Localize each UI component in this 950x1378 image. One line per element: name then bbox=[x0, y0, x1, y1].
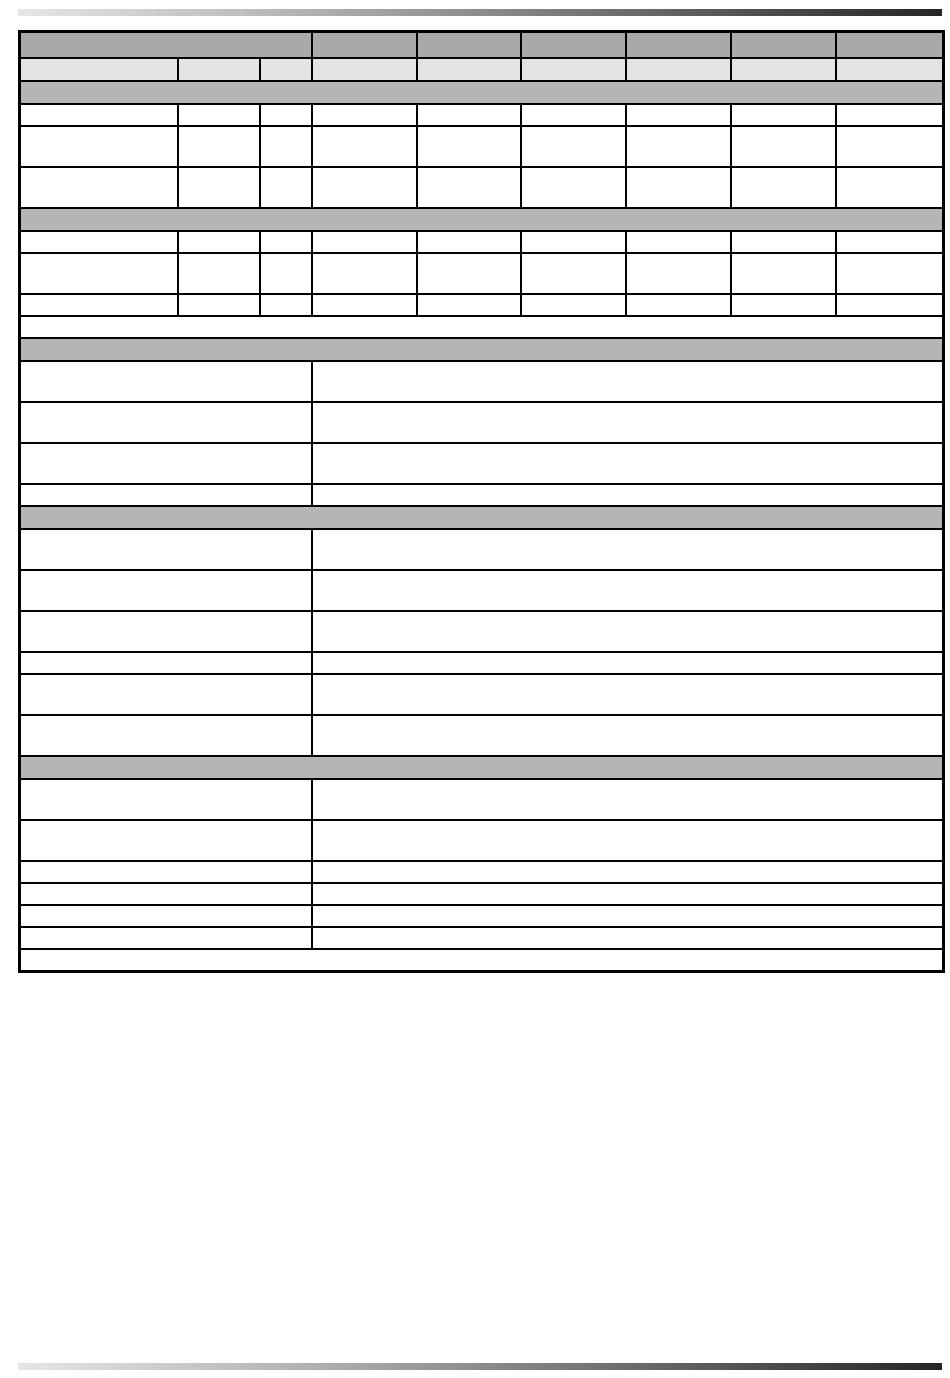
table-cell bbox=[417, 104, 521, 126]
table-cell bbox=[626, 126, 731, 167]
table-cell bbox=[836, 294, 944, 316]
table-cell bbox=[312, 231, 417, 253]
header-cell bbox=[417, 32, 521, 59]
bottom-gradient-bar bbox=[18, 1363, 942, 1370]
table-cell bbox=[626, 167, 731, 208]
table-row bbox=[20, 126, 944, 167]
table-cell bbox=[417, 253, 521, 294]
table-cell bbox=[312, 104, 417, 126]
table-cell bbox=[521, 167, 626, 208]
section-title-row bbox=[20, 756, 944, 779]
spec-value bbox=[312, 402, 944, 443]
table-cell bbox=[178, 167, 260, 208]
table-cell bbox=[731, 294, 836, 316]
section-title-row bbox=[20, 81, 944, 104]
spec-value bbox=[312, 820, 944, 861]
spec-row bbox=[20, 779, 944, 820]
spec-label bbox=[20, 715, 312, 756]
table-cell bbox=[626, 104, 731, 126]
section-title bbox=[20, 756, 944, 779]
spec-label bbox=[20, 883, 312, 905]
table-cell bbox=[20, 104, 178, 126]
spec-label bbox=[20, 570, 312, 611]
header-cell bbox=[626, 32, 731, 59]
table-cell bbox=[521, 104, 626, 126]
header-cell bbox=[521, 32, 626, 59]
table-cell bbox=[731, 253, 836, 294]
spec-row bbox=[20, 820, 944, 861]
table-row bbox=[20, 294, 944, 316]
spec-label bbox=[20, 402, 312, 443]
spec-row bbox=[20, 715, 944, 756]
table-cell bbox=[312, 253, 417, 294]
table-cell bbox=[20, 294, 178, 316]
table-cell bbox=[836, 231, 944, 253]
subheader-row bbox=[20, 58, 944, 81]
subheader-cell bbox=[20, 58, 178, 81]
table-cell bbox=[312, 126, 417, 167]
table-cell bbox=[20, 231, 178, 253]
spec-row bbox=[20, 529, 944, 570]
section-title-row bbox=[20, 208, 944, 231]
spec-value bbox=[312, 927, 944, 949]
spec-row bbox=[20, 883, 944, 905]
section-title-row bbox=[20, 338, 944, 361]
subheader-cell bbox=[836, 58, 944, 81]
header-cell bbox=[20, 32, 312, 59]
table-cell bbox=[836, 104, 944, 126]
subheader-cell bbox=[417, 58, 521, 81]
subheader-cell bbox=[312, 58, 417, 81]
subheader-cell bbox=[731, 58, 836, 81]
spec-label bbox=[20, 674, 312, 715]
subheader-cell bbox=[521, 58, 626, 81]
table-cell bbox=[312, 167, 417, 208]
spec-row bbox=[20, 905, 944, 927]
table-cell bbox=[260, 167, 312, 208]
note-row bbox=[20, 316, 944, 338]
spec-label bbox=[20, 443, 312, 484]
table-cell bbox=[178, 104, 260, 126]
table-cell bbox=[836, 253, 944, 294]
note-row bbox=[20, 949, 944, 972]
subheader-cell bbox=[626, 58, 731, 81]
table-cell bbox=[836, 126, 944, 167]
spec-label bbox=[20, 779, 312, 820]
section-title bbox=[20, 506, 944, 529]
section-title bbox=[20, 81, 944, 104]
spec-row bbox=[20, 652, 944, 674]
note-cell bbox=[20, 949, 944, 972]
header-row bbox=[20, 32, 944, 59]
note-cell bbox=[20, 316, 944, 338]
spec-table bbox=[18, 30, 945, 973]
spec-label bbox=[20, 861, 312, 883]
table-cell bbox=[417, 167, 521, 208]
spec-value bbox=[312, 484, 944, 506]
spec-label bbox=[20, 611, 312, 652]
spec-row bbox=[20, 484, 944, 506]
table-cell bbox=[521, 231, 626, 253]
table-cell bbox=[178, 126, 260, 167]
table-cell bbox=[312, 294, 417, 316]
table-cell bbox=[417, 126, 521, 167]
spec-row bbox=[20, 611, 944, 652]
spec-row bbox=[20, 402, 944, 443]
header-cell bbox=[312, 32, 417, 59]
table-row bbox=[20, 231, 944, 253]
spec-value bbox=[312, 570, 944, 611]
spec-value bbox=[312, 905, 944, 927]
table-cell bbox=[260, 294, 312, 316]
spec-label bbox=[20, 820, 312, 861]
spec-row bbox=[20, 570, 944, 611]
table-cell bbox=[626, 231, 731, 253]
table-row bbox=[20, 167, 944, 208]
table-cell bbox=[260, 126, 312, 167]
spec-value bbox=[312, 779, 944, 820]
header-cell bbox=[836, 32, 944, 59]
spec-value bbox=[312, 611, 944, 652]
spec-value bbox=[312, 715, 944, 756]
table-cell bbox=[626, 253, 731, 294]
spec-label bbox=[20, 484, 312, 506]
spec-value bbox=[312, 674, 944, 715]
table-cell bbox=[178, 253, 260, 294]
spec-value bbox=[312, 652, 944, 674]
table-cell bbox=[731, 167, 836, 208]
table-cell bbox=[521, 253, 626, 294]
spec-row bbox=[20, 361, 944, 402]
table-row bbox=[20, 104, 944, 126]
table-cell bbox=[836, 167, 944, 208]
spec-row bbox=[20, 861, 944, 883]
table-cell bbox=[260, 253, 312, 294]
spec-row bbox=[20, 443, 944, 484]
section-title bbox=[20, 208, 944, 231]
top-gradient-bar bbox=[18, 9, 942, 16]
table-cell bbox=[260, 231, 312, 253]
spec-value bbox=[312, 529, 944, 570]
spec-value bbox=[312, 861, 944, 883]
table-cell bbox=[521, 294, 626, 316]
spec-value bbox=[312, 883, 944, 905]
spec-label bbox=[20, 652, 312, 674]
table-cell bbox=[731, 104, 836, 126]
table-cell bbox=[20, 167, 178, 208]
table-cell bbox=[521, 126, 626, 167]
spec-row bbox=[20, 927, 944, 949]
table-cell bbox=[260, 104, 312, 126]
section-title-row bbox=[20, 506, 944, 529]
table-row bbox=[20, 253, 944, 294]
section-title bbox=[20, 338, 944, 361]
table-cell bbox=[626, 294, 731, 316]
table-cell bbox=[731, 126, 836, 167]
subheader-cell bbox=[178, 58, 260, 81]
table-cell bbox=[178, 294, 260, 316]
header-cell bbox=[731, 32, 836, 59]
table-cell bbox=[417, 294, 521, 316]
spec-label bbox=[20, 905, 312, 927]
spec-label bbox=[20, 361, 312, 402]
spec-value bbox=[312, 443, 944, 484]
subheader-cell bbox=[260, 58, 312, 81]
table-cell bbox=[20, 253, 178, 294]
spec-value bbox=[312, 361, 944, 402]
table-cell bbox=[731, 231, 836, 253]
table-cell bbox=[417, 231, 521, 253]
table-cell bbox=[178, 231, 260, 253]
spec-label bbox=[20, 927, 312, 949]
table-cell bbox=[20, 126, 178, 167]
spec-row bbox=[20, 674, 944, 715]
spec-label bbox=[20, 529, 312, 570]
